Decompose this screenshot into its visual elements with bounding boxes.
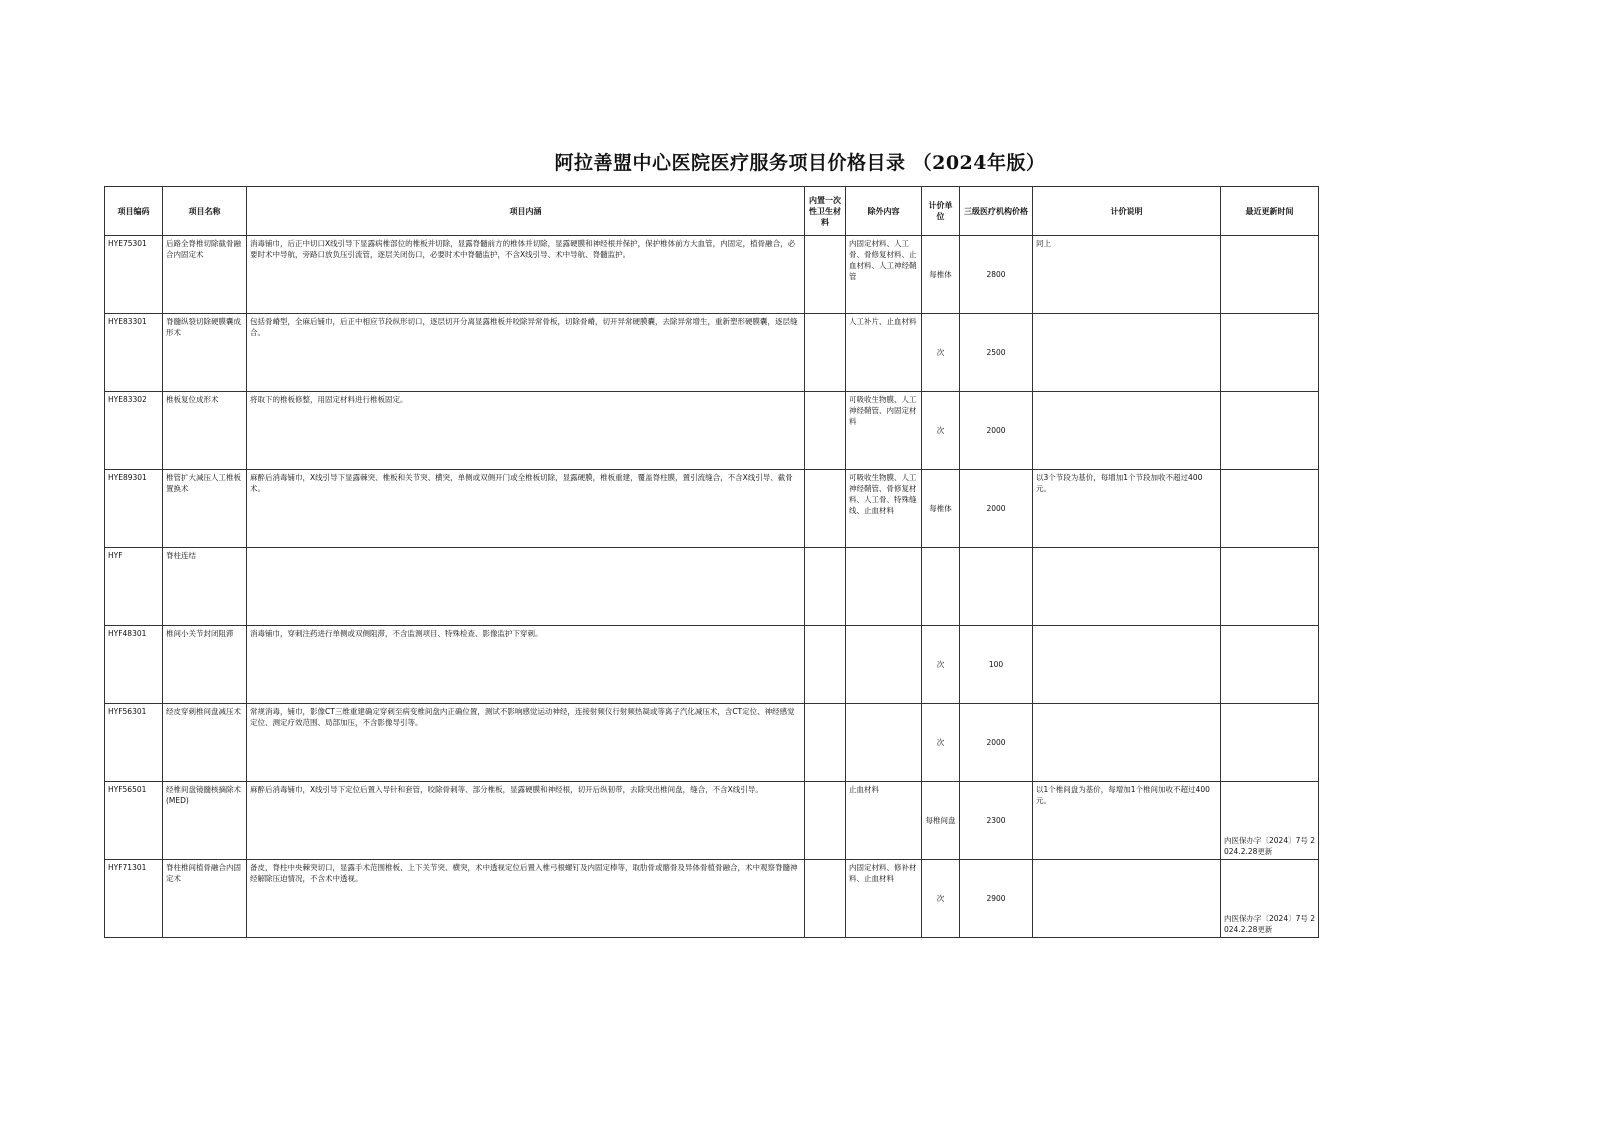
cell-name: 椎管扩大减压人工椎板置换术: [163, 470, 247, 548]
header-unit: 计价单位: [922, 187, 960, 236]
cell-unit: 次: [922, 860, 960, 938]
cell-code: HYE83301: [105, 314, 163, 392]
price-table: [104, 186, 1319, 938]
cell-content: 将取下的椎板修整，用固定材料进行椎板固定。: [247, 392, 805, 470]
table-row: [105, 314, 1319, 392]
cell-updated: [1221, 548, 1319, 626]
cell-excluded: [846, 626, 922, 704]
cell-unit: [922, 548, 960, 626]
cell-excluded: 可吸收生物膜、人工神经鞘管、骨修复材料、人工骨、特殊缝线、止血材料: [846, 470, 922, 548]
cell-unit: 次: [922, 704, 960, 782]
table-row: [105, 236, 1319, 314]
cell-material: [805, 314, 846, 392]
cell-unit: 次: [922, 314, 960, 392]
header-content: 项目内涵: [247, 187, 805, 236]
cell-updated: [1221, 470, 1319, 548]
cell-excluded: [846, 704, 922, 782]
cell-price: 2000: [960, 392, 1033, 470]
cell-note: [1033, 860, 1221, 938]
cell-name: 椎间小关节封闭阻滞: [163, 626, 247, 704]
cell-code: HYF71301: [105, 860, 163, 938]
table-row: [105, 626, 1319, 704]
cell-name: 脊髓纵裂切除硬膜囊成形术: [163, 314, 247, 392]
cell-unit: 每椎体: [922, 470, 960, 548]
cell-price: 2300: [960, 782, 1033, 860]
header-material: 内置一次性卫生材料: [805, 187, 846, 236]
cell-excluded: 内固定材料、人工骨、骨修复材料、止血材料、人工神经鞘管: [846, 236, 922, 314]
cell-updated: [1221, 704, 1319, 782]
cell-note: 同上: [1033, 236, 1221, 314]
header-updated: 最近更新时间: [1221, 187, 1319, 236]
cell-material: [805, 392, 846, 470]
cell-name: 经皮穿刺椎间盘减压术: [163, 704, 247, 782]
cell-unit: 每椎体: [922, 236, 960, 314]
cell-name: 后路全脊椎切除截骨融合内固定术: [163, 236, 247, 314]
cell-content: 消毒铺巾，后正中切口X线引导下显露病椎部位的椎板并切除，显露脊髓前方的椎体并切除，显露硬膜和神经根并保护，保护椎体前方大血管，内固定，植骨融合，必要时术中导航，旁路口放负压引流管，逐层关闭伤口，必要时术中脊髓监护，不含X线引导、术中导航、脊髓监护。: [247, 236, 805, 314]
cell-price: 100: [960, 626, 1033, 704]
cell-material: [805, 548, 846, 626]
header-price: 三级医疗机构价格: [960, 187, 1033, 236]
cell-excluded: 人工补片、止血材料: [846, 314, 922, 392]
cell-code: HYF: [105, 548, 163, 626]
document-title: 阿拉善盟中心医院医疗服务项目价格目录 （2024年版）: [554, 152, 1046, 174]
cell-note: [1033, 704, 1221, 782]
cell-price: 2000: [960, 704, 1033, 782]
cell-code: HYF48301: [105, 626, 163, 704]
cell-price: 2500: [960, 314, 1033, 392]
cell-content: 麻醉后消毒铺巾，X线引导下定位后置入导针和套管，咬除骨刺等、部分椎板，显露硬膜和神经根，切开后纵韧带，去除突出椎间盘，缝合，不含X线引导。: [247, 782, 805, 860]
cell-code: HYE83302: [105, 392, 163, 470]
cell-material: [805, 860, 846, 938]
cell-updated: [1221, 236, 1319, 314]
table-row: [105, 860, 1319, 938]
cell-material: [805, 782, 846, 860]
cell-note: 以1个椎间盘为基价，每增加1个椎间加收不超过400元。: [1033, 782, 1221, 860]
cell-material: [805, 626, 846, 704]
cell-content: [247, 548, 805, 626]
cell-updated: 内医保办字〔2024〕7号 2024.2.28更新: [1221, 860, 1319, 938]
cell-content: 消毒铺巾，穿刺注药进行单侧或双侧阻滞，不含监测项目、特殊检查、影像监护下穿刺。: [247, 626, 805, 704]
cell-note: 以3个节段为基价，每增加1个节段加收不超过400元。: [1033, 470, 1221, 548]
cell-note: [1033, 548, 1221, 626]
cell-name: 椎板复位成形术: [163, 392, 247, 470]
cell-material: [805, 236, 846, 314]
table-row: [105, 470, 1319, 548]
table-row: [105, 704, 1319, 782]
cell-price: 2000: [960, 470, 1033, 548]
cell-content: 备皮，脊柱中央棘突切口，显露手术范围椎板、上下关节突、横突，术中透视定位后置入椎弓根螺钉及内固定棒等，取肋骨或髂骨及异体骨植骨融合，术中观察脊髓神经解除压迫情况，不含术中透视。: [247, 860, 805, 938]
cell-excluded: 可吸收生物膜、人工神经鞘管、内固定材料: [846, 392, 922, 470]
header-row: [105, 187, 1319, 236]
cell-excluded: [846, 548, 922, 626]
cell-name: 脊柱连结: [163, 548, 247, 626]
cell-note: [1033, 314, 1221, 392]
cell-note: [1033, 626, 1221, 704]
cell-material: [805, 704, 846, 782]
cell-code: HYE75301: [105, 236, 163, 314]
cell-price: [960, 548, 1033, 626]
cell-code: HYE89301: [105, 470, 163, 548]
cell-excluded: 内固定材料、修补材料、止血材料: [846, 860, 922, 938]
cell-updated: [1221, 392, 1319, 470]
cell-material: [805, 470, 846, 548]
header-note: 计价说明: [1033, 187, 1221, 236]
cell-price: 2800: [960, 236, 1033, 314]
header-name: 项目名称: [163, 187, 247, 236]
cell-code: HYF56501: [105, 782, 163, 860]
cell-note: [1033, 392, 1221, 470]
cell-unit: 次: [922, 392, 960, 470]
cell-updated: [1221, 626, 1319, 704]
cell-content: 常规消毒，铺巾，影像CT三维重建确定穿刺至病变椎间盘内正确位置，测试不影响感觉运动神经，连接射频仪行射频热凝或等离子汽化减压术，含CT定位、神经感觉定位、测定疗效范围、局部加压，不含影像导引等。: [247, 704, 805, 782]
table-row: [105, 782, 1319, 860]
cell-unit: 次: [922, 626, 960, 704]
cell-updated: 内医保办字〔2024〕7号 2024.2.28更新: [1221, 782, 1319, 860]
cell-price: 2900: [960, 860, 1033, 938]
cell-updated: [1221, 314, 1319, 392]
cell-content: 包括骨嵴型，全麻后铺巾，后正中相应节段纵形切口，逐层切开分离显露椎板并咬除异常骨板，切除骨嵴，切开异常硬膜囊，去除异常增生，重新塑形硬膜囊，逐层缝合。: [247, 314, 805, 392]
table-row: [105, 548, 1319, 626]
cell-code: HYF56301: [105, 704, 163, 782]
cell-name: 脊柱椎间植骨融合内固定术: [163, 860, 247, 938]
table-row: [105, 392, 1319, 470]
cell-unit: 每椎间盘: [922, 782, 960, 860]
cell-content: 麻醉后消毒铺巾，X线引导下显露棘突、椎板和关节突、横突，单侧或双侧开门或全椎板切除，显露硬膜，椎板重建，覆盖脊柱膜，置引流缝合，不含X线引导、截骨术。: [247, 470, 805, 548]
cell-excluded: 止血材料: [846, 782, 922, 860]
header-code: 项目编码: [105, 187, 163, 236]
cell-name: 经椎间盘镜髓核摘除术(MED): [163, 782, 247, 860]
header-excluded: 除外内容: [846, 187, 922, 236]
